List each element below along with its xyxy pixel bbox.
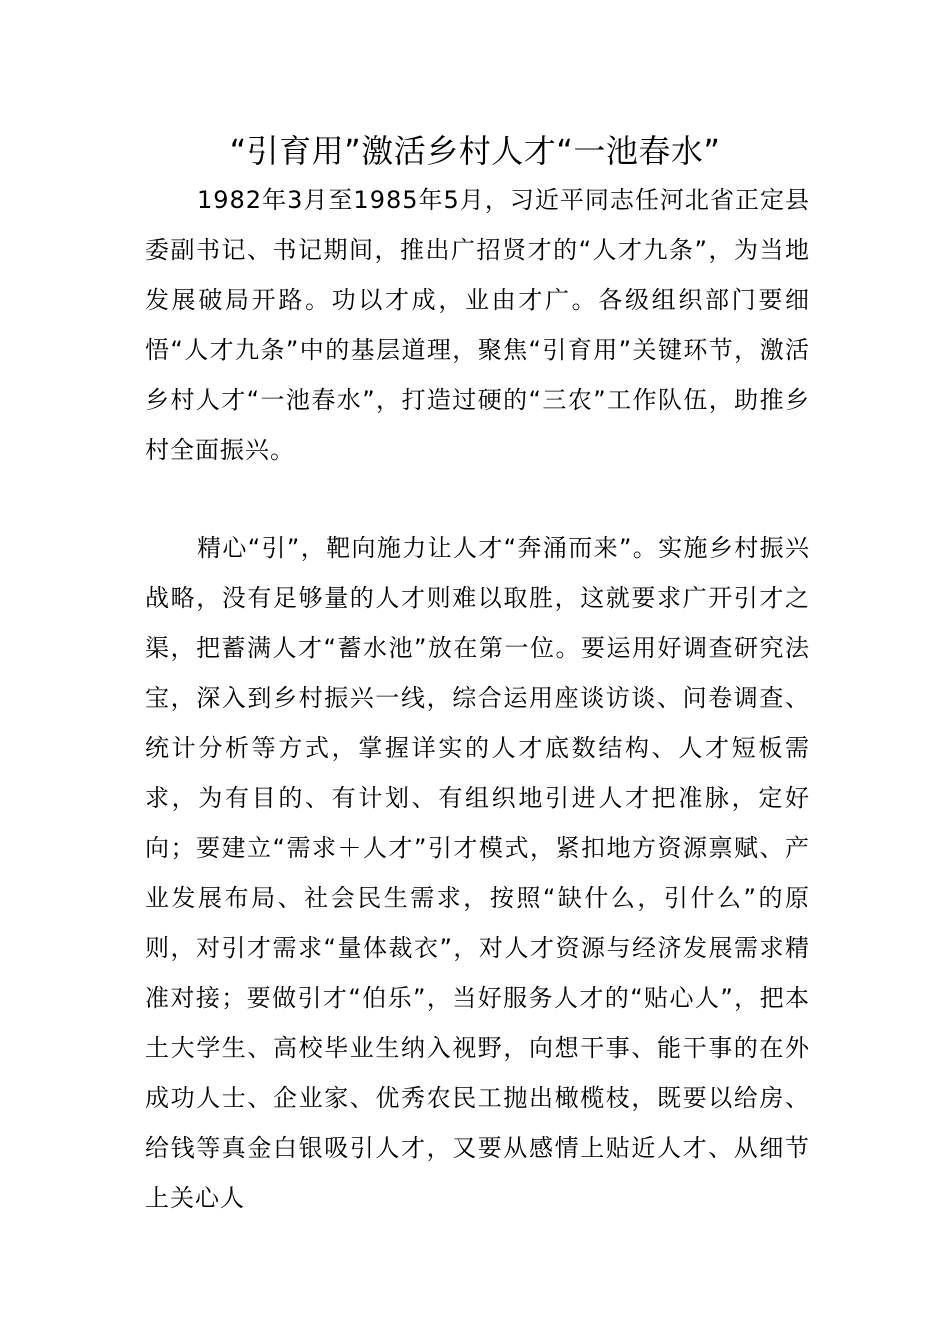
paragraph-intro: 1982年3月至1985年5月，习近平同志任河北省正定县委副书记、书记期间，推出广招贤才的“人才九条”，为当地发展破局开路。功以才成，业由才广。各级组织部门要细悟“人才九条”中的基层道理，聚焦“引育用”关键环节，激活乡村人才“一池春水”，打造过硬的“三农”工作队伍，助推乡村全面振兴。 (145, 186, 810, 464)
paragraph-attract-talent: 精心“引”，靶向施力让人才“奔涌而来”。实施乡村振兴战略，没有足够量的人才则难以取胜，这就要求广开引才之渠，把蓄满人才“蓄水池”放在第一位。要运用好调查研究法宝，深入到乡村振兴一线，综合运用座谈访谈、问卷调查、统计分析等方式，掌握详实的人才底数结构、人才短板需求，为有目的、有计划、有组织地引进人才把准脉，定好向；要建立“需求＋人才”引才模式，紧扣地方资源禀赋、产业发展布局、社会民生需求，按照“缺什么，引什么”的原则，对引才需求“量体裁衣”，对人才资源与经济发展需求精准对接；要做引才“伯乐”，当好服务人才的“贴心人”，把本土大学生、高校毕业生纳入视野，向想干事、能干事的在外成功人士、企业家、优秀农民工抛出橄榄枝，既要以给房、给钱等真金白银吸引人才，又要从感情上贴近人才、从细节上关心人 (145, 534, 810, 1212)
article-title: “引育用”激活乡村人才“一池春水” (229, 132, 721, 170)
